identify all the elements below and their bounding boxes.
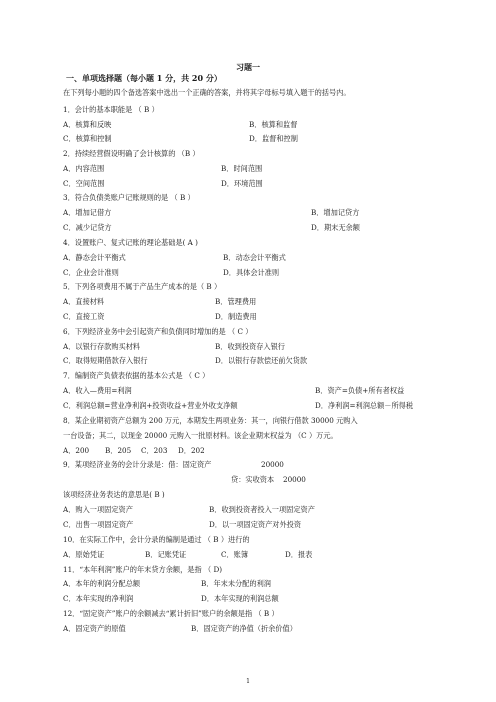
text-segment: B．增加记贷方 <box>311 208 360 217</box>
instructions-text: 在下列每小题的四个备选答案中选出一个正确的答案，并将其字母标号填入题干的括号内。 <box>63 88 351 97</box>
text-segment: 该项经济业务表达的意思是( B ) <box>63 490 165 499</box>
text-segment: D．以一项固定资产对外投资 <box>209 520 302 529</box>
text-segment: B．核算和监督 <box>249 120 298 129</box>
text-segment: 11．“本年利润”账户的年末贷方余额，是指 （ D) <box>63 565 223 574</box>
text-segment: B．时间范围 <box>221 164 263 173</box>
text-segment: 3．符合负债类账户记账规则的是 （ B ） <box>63 193 195 202</box>
text-segment: D．报表 <box>285 550 313 559</box>
text-segment: B．收到投资者投入一项固定资产 <box>209 505 315 514</box>
text-segment: 6．下列经济业务中会引起资产和负债同时增加的是 （ C ） <box>63 327 253 336</box>
text-segment: A．增加记借方 <box>63 208 112 217</box>
text-segment: A．固定资产的原值 <box>63 624 126 633</box>
text-segment: B．205 <box>105 446 132 455</box>
text-segment: C．核算和控制 <box>63 134 112 143</box>
text-segment: B．管理费用 <box>215 297 257 306</box>
text-segment: A．内容范围 <box>63 164 105 173</box>
text-segment: C．利润总额=营业净利润+投资收益+营业外收支净额 <box>63 401 238 410</box>
text-segment: D．以银行存款偿还前欠货款 <box>215 356 308 365</box>
text-segment: 5．下列各项费用不属于产品生产成本的是（ B ） <box>63 282 222 291</box>
text-segment: D．本年实现的利润总额 <box>201 594 279 603</box>
page-title: 习题一 <box>236 62 260 72</box>
text-segment: B．记账凭证 <box>145 550 187 559</box>
text-segment: B．年末未分配的利润 <box>201 579 271 588</box>
text-segment: B．收到投资存入银行 <box>215 342 285 351</box>
text-segment: A．直接材料 <box>63 297 105 306</box>
text-segment: C．本年实现的净利润 <box>63 594 134 603</box>
text-segment: D．环境范围 <box>221 179 263 188</box>
text-segment: A．以银行存款购买材料 <box>63 342 141 351</box>
text-segment: 9．某项经济业务的会计分录是：借：固定资产 <box>63 460 212 469</box>
text-segment: C．直接工资 <box>63 312 105 321</box>
text-segment: 4．设置账户、复式记账的理论基础是( A ) <box>63 238 198 247</box>
text-segment: 2．持续经营假设明确了会计核算的 （B ） <box>63 149 200 158</box>
text-segment: 10．在实际工作中，会计分录的编制是通过 （ B ）进行的 <box>63 535 250 544</box>
text-segment: C．取得短期借款存入银行 <box>63 356 148 365</box>
text-segment: C．出售一项固定资产 <box>63 520 134 529</box>
text-segment: 20000 <box>261 460 284 469</box>
text-segment: C．203 <box>141 446 168 455</box>
text-segment: C．企业会计准则 <box>63 268 119 277</box>
text-segment: 20000 <box>283 475 306 484</box>
text-segment: C．空间范围 <box>63 179 105 188</box>
text-segment: A．200 <box>63 446 90 455</box>
text-segment: B．固定资产的净值（折余价值） <box>191 624 297 633</box>
text-segment: A．购入一项固定资产 <box>63 505 133 514</box>
text-segment: D．具体会计准则 <box>223 268 280 277</box>
text-segment: A．本年的利润分配总额 <box>63 579 141 588</box>
text-segment: 贷：实收资本 <box>231 475 275 484</box>
text-segment: A．收入—费用=利润 <box>63 386 132 395</box>
text-segment: 7．编制资产负债表依据的基本公式是 （ C ） <box>63 371 210 380</box>
text-segment: C．减少记贷方 <box>63 223 112 232</box>
text-segment: 1．会计的基本职能是 （ B ） <box>63 105 159 114</box>
text-segment: A．原始凭证 <box>63 550 105 559</box>
text-segment: A．核算和反映 <box>63 120 112 129</box>
text-segment: D．制造费用 <box>215 312 257 321</box>
text-segment: B．动态会计平衡式 <box>223 253 286 262</box>
text-segment: 12．“固定资产”账户的余额减去“累计折旧”账户的余额是指 （ B ） <box>63 609 279 618</box>
section-heading: 一、单项选择题（每小题 1 分，共 20 分） <box>66 73 222 83</box>
text-segment: A．静态会计平衡式 <box>63 253 126 262</box>
text-segment: D．202 <box>178 446 205 455</box>
text-segment: D．期末无余额 <box>311 223 360 232</box>
text-segment: B．资产=负债+所有者权益 <box>315 386 405 395</box>
page-number: 1 <box>246 678 250 685</box>
text-segment: C．账簿 <box>221 550 249 559</box>
text-segment: 8．某企业期初资产总额为 200 万元，本期发生两项业务：其一，向银行借款 30000 元购入 <box>63 416 358 425</box>
text-segment: D．净利润=利润总额－所得税 <box>315 401 414 410</box>
text-segment: D．监督和控制 <box>249 134 298 143</box>
text-segment: 一台设备；其二，以现金 20000 元购入一批原材料。该企业期末权益为 （C ）万元。 <box>63 431 338 440</box>
